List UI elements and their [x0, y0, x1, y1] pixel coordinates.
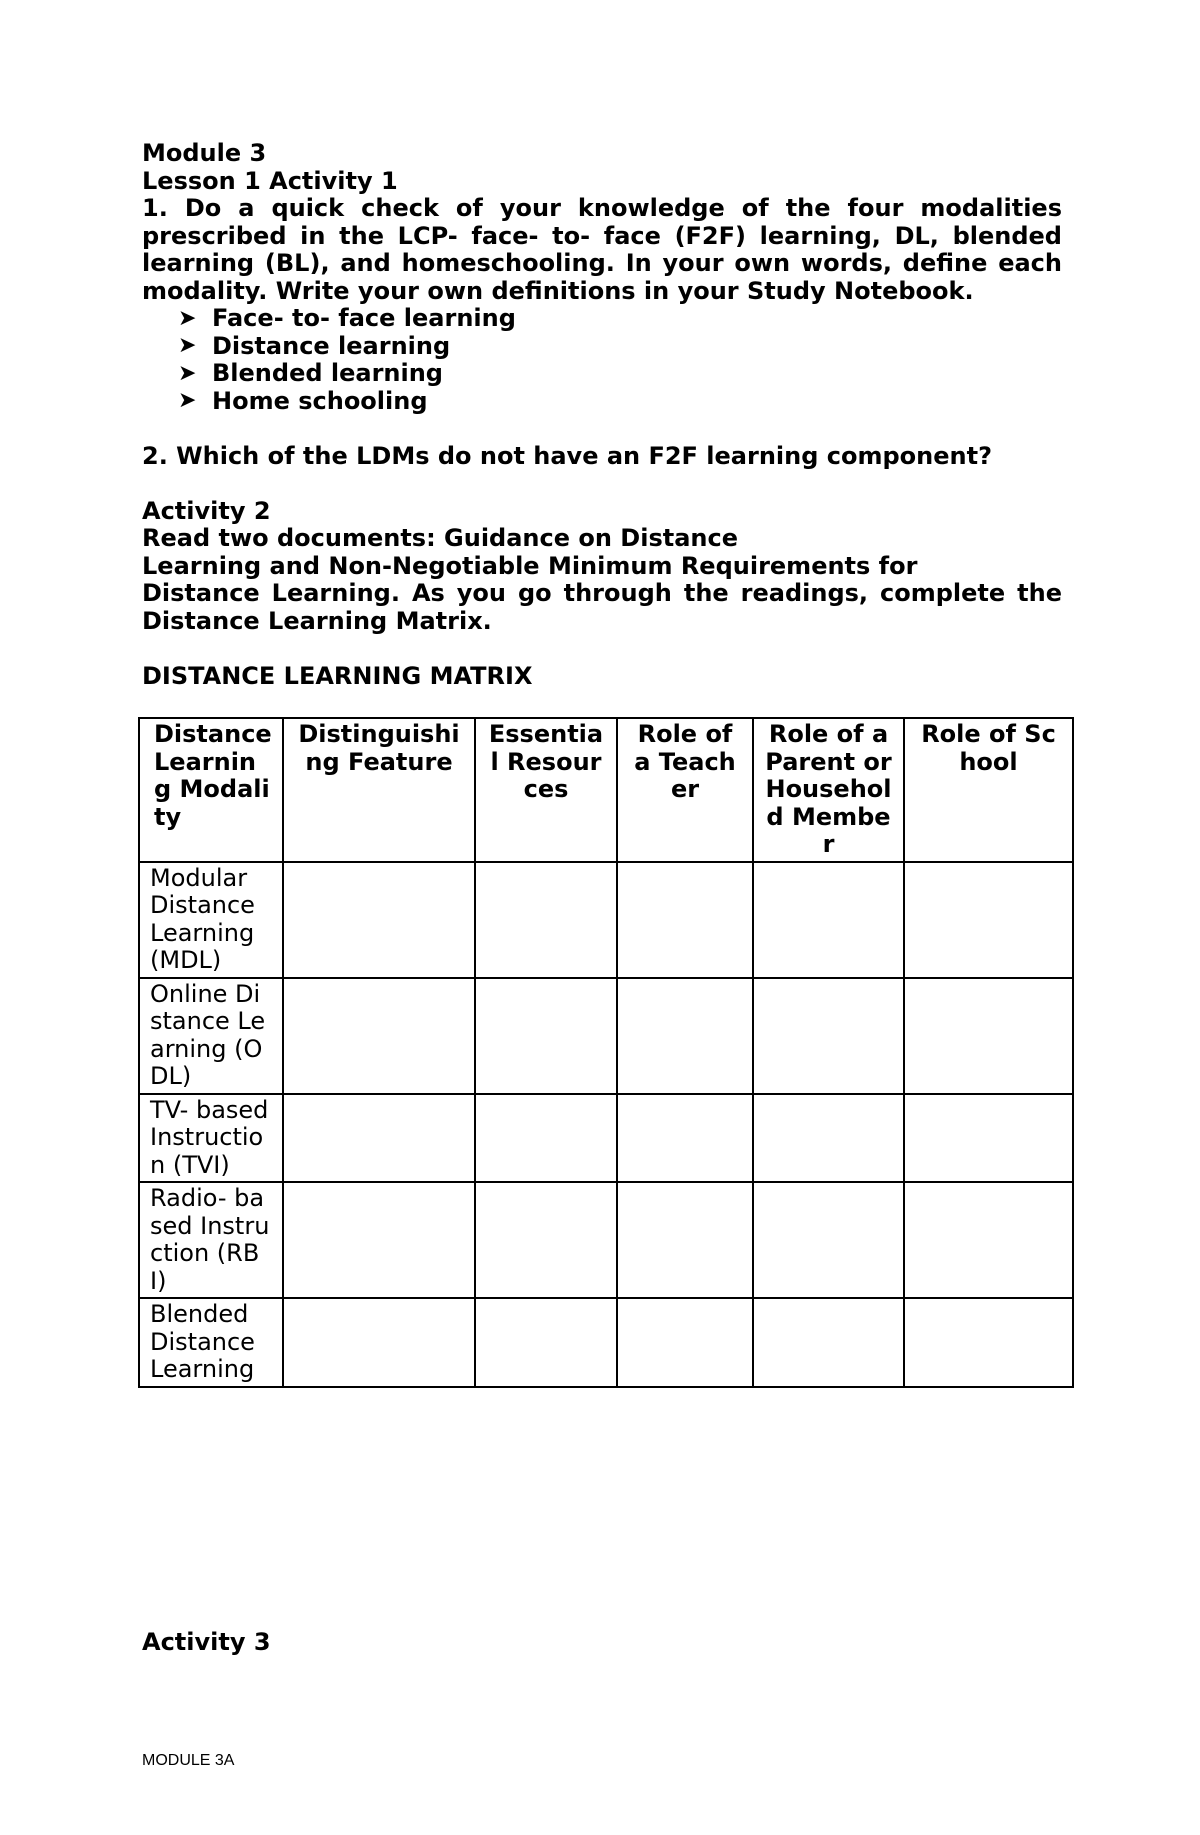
arrow-bullet-icon: ➤	[178, 360, 197, 386]
table-row	[139, 862, 1073, 978]
row-label-odl: Online Distance Learning (ODL)	[139, 978, 283, 1094]
list-item: ➤ Distance learning	[178, 331, 451, 360]
arrow-bullet-icon: ➤	[178, 305, 197, 331]
activity3-title: Activity 3	[142, 1628, 271, 1656]
table-cell[interactable]	[475, 978, 617, 1094]
row-label-blended: Blended Distance Learning	[139, 1298, 283, 1387]
matrix-title: DISTANCE LEARNING MATRIX	[142, 661, 533, 690]
header-parent: Role of a Parent or Household Member	[753, 718, 904, 862]
table-header-row	[139, 718, 1073, 862]
table-cell[interactable]	[283, 1298, 475, 1387]
modality-list	[142, 305, 1062, 415]
activity2-line-2: Learning and Non-Negotiable Minimum Requirements for	[142, 551, 918, 580]
list-item: ➤ Blended learning	[178, 359, 443, 387]
q1-line-2: prescribed in the LCP- face- to- face (F2F) learning, DL, blended	[142, 221, 1062, 250]
table-cell[interactable]	[904, 1094, 1073, 1183]
table-row	[139, 1298, 1073, 1387]
activity2-title: Activity 2	[142, 496, 271, 525]
page-footer: MODULE 3A	[142, 1752, 235, 1769]
table-row	[139, 1182, 1073, 1298]
q1-line-3: learning (BL), and homeschooling. In your own words, define each	[142, 249, 1062, 277]
table-cell[interactable]	[753, 1094, 904, 1183]
q2-text: 2. Which of the LDMs do not have an F2F learning component?	[142, 441, 993, 470]
lesson-title: Lesson 1 Activity 1	[142, 166, 398, 195]
header-teacher: Role of a Teacher	[617, 718, 753, 862]
header-school: Role of School	[904, 718, 1073, 862]
list-item: ➤ Face- to- face learning	[178, 304, 516, 332]
table-cell[interactable]	[617, 1182, 753, 1298]
arrow-bullet-icon: ➤	[178, 388, 197, 414]
table-cell[interactable]	[904, 1298, 1073, 1387]
table-cell[interactable]	[617, 1094, 753, 1183]
row-label-rbi: Radio- based Instruction (RBI)	[139, 1182, 283, 1298]
table-cell[interactable]	[617, 978, 753, 1094]
row-label-mdl: Modular Distance Learning (MDL)	[139, 862, 283, 978]
table-cell[interactable]	[475, 1298, 617, 1387]
row-label-tvi: TV- based Instruction (TVI)	[139, 1094, 283, 1183]
table-cell[interactable]	[475, 862, 617, 978]
table-cell[interactable]	[283, 1094, 475, 1183]
header-feature: Distinguishing Feature	[283, 718, 475, 862]
table-cell[interactable]	[617, 1298, 753, 1387]
table-cell[interactable]	[475, 1182, 617, 1298]
arrow-bullet-icon: ➤	[178, 333, 197, 359]
table-cell[interactable]	[904, 1182, 1073, 1298]
q1-line-1: 1. Do a quick check of your knowledge of the four modalities	[142, 194, 1062, 222]
table-cell[interactable]	[753, 1298, 904, 1387]
table-cell[interactable]	[904, 978, 1073, 1094]
header-resources: Essential Resources	[475, 718, 617, 862]
table-cell[interactable]	[283, 1182, 475, 1298]
table-row	[139, 978, 1073, 1094]
table-cell[interactable]	[617, 862, 753, 978]
table-cell[interactable]	[283, 862, 475, 978]
header-modality: Distance Learning Modality	[139, 718, 283, 862]
activity2-line-4: Distance Learning Matrix.	[142, 606, 492, 635]
table-cell[interactable]	[475, 1094, 617, 1183]
q1-line-4: modality. Write your own definitions in your Study Notebook.	[142, 276, 974, 305]
table-cell[interactable]	[753, 978, 904, 1094]
list-item: ➤ Home schooling	[178, 386, 428, 415]
table-cell[interactable]	[283, 978, 475, 1094]
table-cell[interactable]	[753, 862, 904, 978]
activity2-line-3: Distance Learning. As you go through the readings, complete the	[142, 579, 1062, 607]
table-cell[interactable]	[753, 1182, 904, 1298]
activity2-line-1: Read two documents: Guidance on Distance	[142, 524, 738, 552]
table-cell[interactable]	[904, 862, 1073, 978]
document-body	[142, 140, 1062, 690]
distance-learning-matrix	[138, 717, 1074, 1388]
table-row	[139, 1094, 1073, 1183]
module-title: Module 3	[142, 139, 267, 167]
